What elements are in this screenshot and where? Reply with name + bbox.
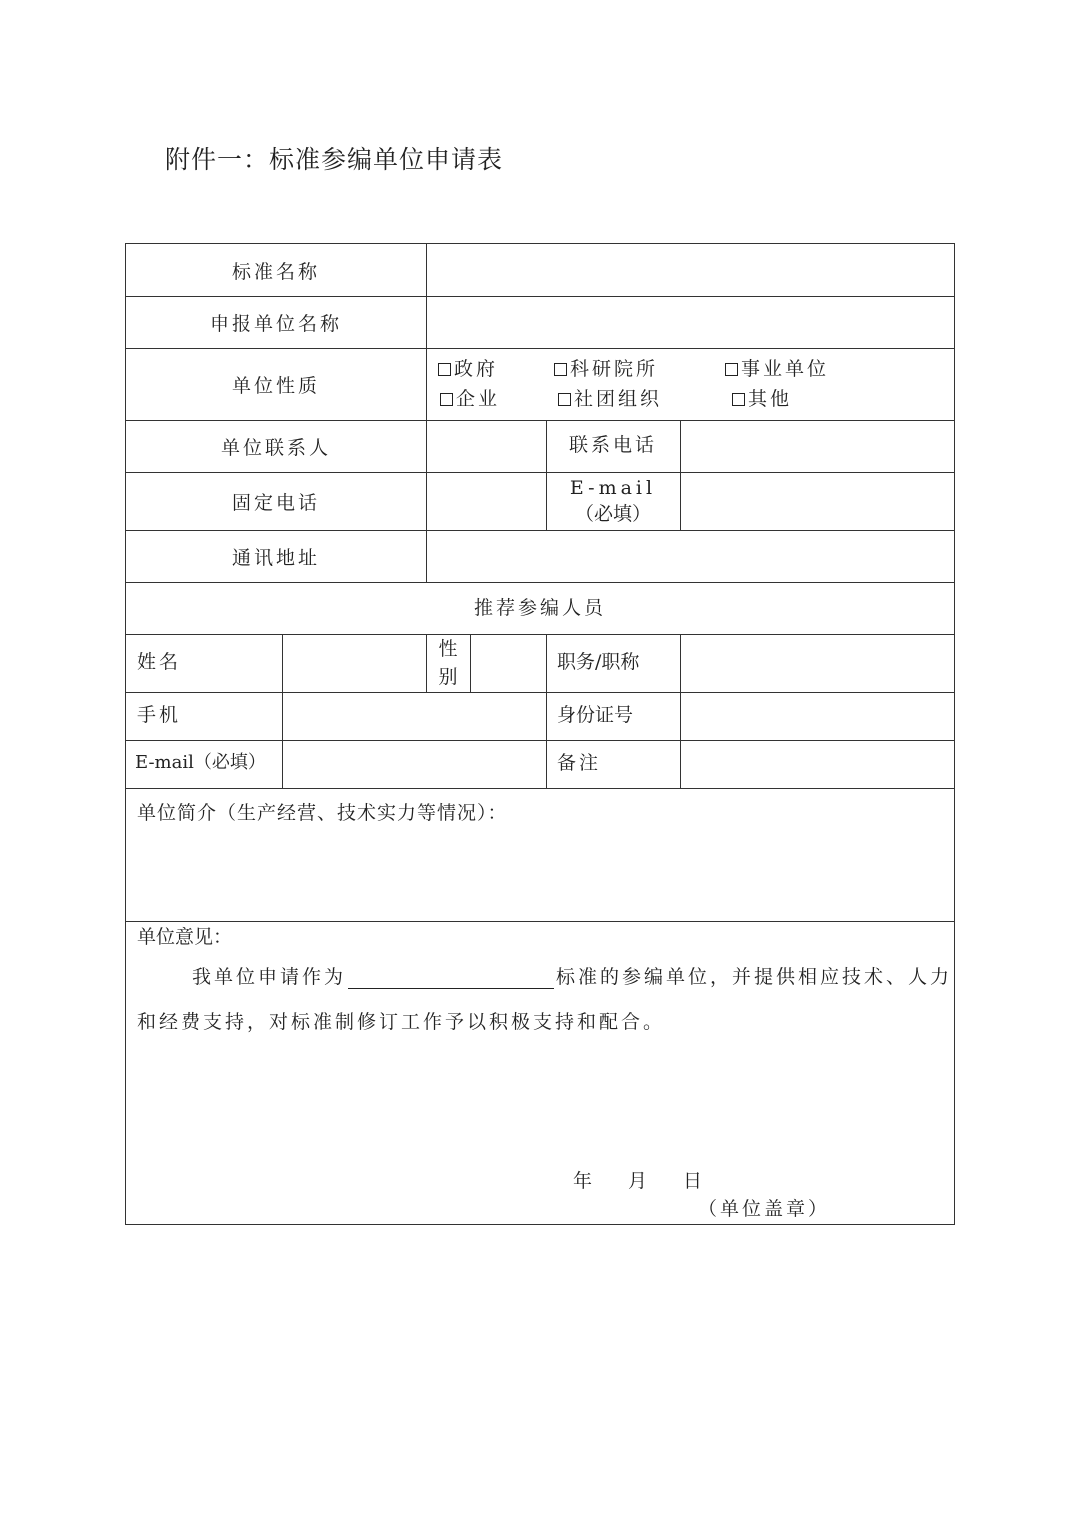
applicant-name-field[interactable] — [428, 298, 952, 346]
fixed-phone-field[interactable] — [428, 474, 544, 528]
option-social-organization[interactable]: 社团组织 — [558, 388, 662, 411]
email-required-note: （必填） — [574, 503, 651, 525]
page-title: 附件一：标准参编单位申请表 — [165, 145, 504, 174]
fixed-phone-label: 固定电话 — [231, 492, 320, 514]
address-field[interactable] — [428, 532, 952, 580]
person-email-label: E-mail（必填） — [135, 752, 266, 773]
name-field[interactable] — [284, 636, 424, 690]
remarks-field[interactable] — [682, 742, 952, 786]
id-number-label: 身份证号 — [557, 704, 634, 726]
intro-label: 单位简介（生产经营、技术实力等情况）： — [137, 802, 508, 824]
checkbox-icon — [732, 393, 745, 406]
row-divider — [126, 921, 954, 922]
row-divider — [126, 472, 954, 473]
row-divider — [126, 692, 954, 693]
contact-person-label: 单位联系人 — [220, 437, 331, 459]
name-label: 姓名 — [137, 651, 182, 673]
date-day-label: 日 — [683, 1170, 703, 1192]
standard-name-blank[interactable] — [348, 970, 554, 989]
option-public-institution[interactable]: 事业单位 — [725, 358, 829, 381]
gender-label-line2: 别 — [438, 666, 458, 688]
option-other[interactable]: 其他 — [732, 388, 792, 411]
column-divider — [470, 634, 471, 692]
unit-nature-label: 单位性质 — [231, 375, 320, 397]
checkbox-icon — [725, 363, 738, 376]
option-enterprise[interactable]: 企业 — [440, 388, 500, 411]
column-divider — [680, 634, 681, 788]
option-research-institute[interactable]: 科研院所 — [554, 358, 658, 381]
address-label: 通讯地址 — [231, 547, 320, 569]
checkbox-icon — [440, 393, 453, 406]
position-label: 职务/职称 — [557, 651, 640, 673]
row-divider — [126, 420, 954, 421]
checkbox-icon — [554, 363, 567, 376]
row-divider — [126, 740, 954, 741]
checkbox-icon — [438, 363, 451, 376]
application-form — [125, 243, 955, 1225]
standard-name-label: 标准名称 — [231, 261, 320, 283]
standard-name-field[interactable] — [428, 246, 952, 294]
email-field[interactable] — [682, 474, 952, 528]
column-divider — [282, 634, 283, 788]
email-label: E-mail — [569, 477, 657, 499]
opinion-statement: 我单位申请作为 标准的参编单位，并提供相应技术、人力 — [192, 966, 953, 988]
row-divider — [126, 348, 954, 349]
contact-person-field[interactable] — [428, 422, 544, 470]
mobile-label: 手机 — [137, 704, 182, 726]
date-year-label: 年 — [573, 1170, 593, 1192]
column-divider — [426, 244, 427, 582]
column-divider — [546, 634, 547, 788]
row-divider — [126, 296, 954, 297]
remarks-label: 备注 — [557, 752, 602, 774]
contact-phone-label: 联系电话 — [568, 434, 657, 456]
row-divider — [126, 582, 954, 583]
contact-phone-field[interactable] — [682, 422, 952, 470]
mobile-field[interactable] — [284, 694, 544, 738]
position-field[interactable] — [682, 636, 952, 690]
recommended-section-label: 推荐参编人员 — [473, 597, 606, 619]
checkbox-icon — [558, 393, 571, 406]
intro-field[interactable] — [128, 834, 952, 919]
row-divider — [126, 788, 954, 789]
id-number-field[interactable] — [682, 694, 952, 738]
column-divider — [680, 420, 681, 530]
option-government[interactable]: 政府 — [438, 358, 498, 381]
person-email-field[interactable] — [284, 742, 544, 786]
row-divider — [126, 634, 954, 635]
opinion-label: 单位意见： — [137, 926, 233, 948]
date-month-label: 月 — [628, 1170, 648, 1192]
applicant-name-label: 申报单位名称 — [209, 313, 342, 335]
gender-field[interactable] — [472, 636, 544, 690]
seal-label: （单位盖章） — [698, 1198, 831, 1220]
row-divider — [126, 530, 954, 531]
opinion-statement-line2: 和经费支持，对标准制修订工作予以积极支持和配合。 — [137, 1011, 666, 1033]
gender-label: 性 — [438, 638, 458, 660]
